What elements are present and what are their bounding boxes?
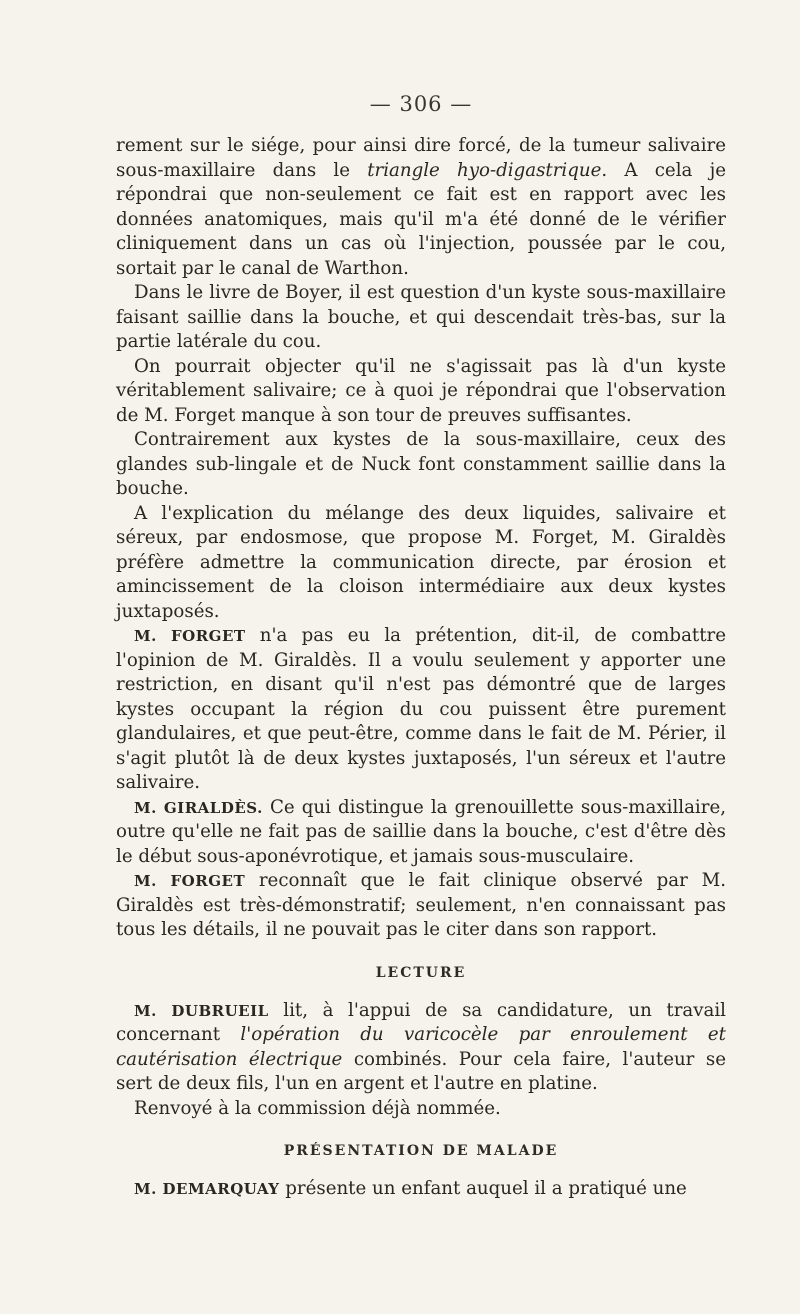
paragraph-text: lit, à l'appui de sa candidature, un travail concernant xyxy=(116,999,726,1045)
presentation-paragraph xyxy=(116,1177,726,1202)
paragraph-text: rement sur le siége, pour ainsi dire forcé, de la tumeur salivaire sous-maxillaire dans le xyxy=(116,135,726,181)
speaker-name: M. DUBRUEIL xyxy=(134,1001,269,1020)
paragraph-text: présente un enfant auquel il a pratiqué une xyxy=(279,1178,687,1199)
section-title-lecture: LECTURE xyxy=(375,964,467,981)
paragraph-3: On pourrait objecter qu'il ne s'agissait pas là d'un kyste véritablement salivaire; ce à quoi je répondrai que l'observation de M. Forget manque à son tour de preuves suffisantes. xyxy=(116,355,726,426)
paragraph-8 xyxy=(116,869,726,943)
lecture-paragraph xyxy=(116,999,726,1097)
paragraph-text: Ce qui distingue la grenouillette sous-maxillaire, outre qu'elle ne fait pas de saillie dans la bouche, c'est d'être dès le début sous-aponévrotique, et jamais sous-musculaire. xyxy=(116,796,726,867)
speaker-name: M. FORGET xyxy=(134,872,246,890)
paragraph-2: Dans le livre de Boyer, il est question d'un kyste sous-maxillaire faisant saillie dans la bouche, et qui descendait très-bas, sur la partie latérale du cou. xyxy=(116,282,726,352)
speaker-name: M. DEMARQUAY xyxy=(134,1180,280,1198)
document-page xyxy=(116,92,726,1202)
lecture-followup: Renvoyé à la commission déjà nommée. xyxy=(134,1097,501,1119)
paragraph-text: reconnaît que le fait clinique observé par M. Giraldès est très-démonstratif; seulement, n'en connaissant pas tous les détails, il ne pouvait pas le citer dans son rapport. xyxy=(116,870,726,940)
paragraph-text: . A cela je répondrai que non-seulement ce fait est en rapport avec les données anatomiques, mais qu'il m'a été donné de le vérifier cliniquement dans un cas où l'injection, poussée par le cou, sortait par le canal de Warthon. xyxy=(116,159,726,279)
paragraph-1 xyxy=(116,134,726,281)
section-title-presentation: PRÉSENTATION DE MALADE xyxy=(283,1143,559,1159)
italic-term: triangle hyo-digastrique xyxy=(367,159,602,181)
speaker-name: M. FORGET xyxy=(134,627,246,645)
page-number: — 306 — xyxy=(369,92,473,116)
speaker-name: M. GIRALDÈS. xyxy=(134,798,263,817)
paragraph-text: combinés. Pour cela faire, l'auteur se sert de deux fils, l'un en argent et l'autre en platine. xyxy=(116,1048,726,1094)
paragraph-5: A l'explication du mélange des deux liquides, salivaire et séreux, par endosmose, que propose M. Forget, M. Giraldès préfère admettre la communication directe, par érosion et amincissement de la cloison intermédiaire aux deux kystes juxtaposés. xyxy=(116,502,726,622)
paragraph-7 xyxy=(116,796,726,870)
italic-title: l'opération du varicocèle par enroulement et cautérisation électrique xyxy=(116,1024,726,1070)
paragraph-6 xyxy=(116,624,726,796)
paragraph-text: n'a pas eu la prétention, dit-il, de combattre l'opinion de M. Giraldès. Il a voulu seulement y apporter une restriction, en disant qu'il n'est pas démontré que de larges kystes occupant la région du cou puissent être purement glandulaires, et que peut-être, comme dans le fait de M. Périer, il s'agit plutôt là de deux kystes juxtaposés, l'un séreux et l'autre salivaire. xyxy=(116,625,726,793)
paragraph-4: Contrairement aux kystes de la sous-maxillaire, ceux des glandes sub-lingale et de Nuck font constamment saillie dans la bouche. xyxy=(116,429,726,499)
